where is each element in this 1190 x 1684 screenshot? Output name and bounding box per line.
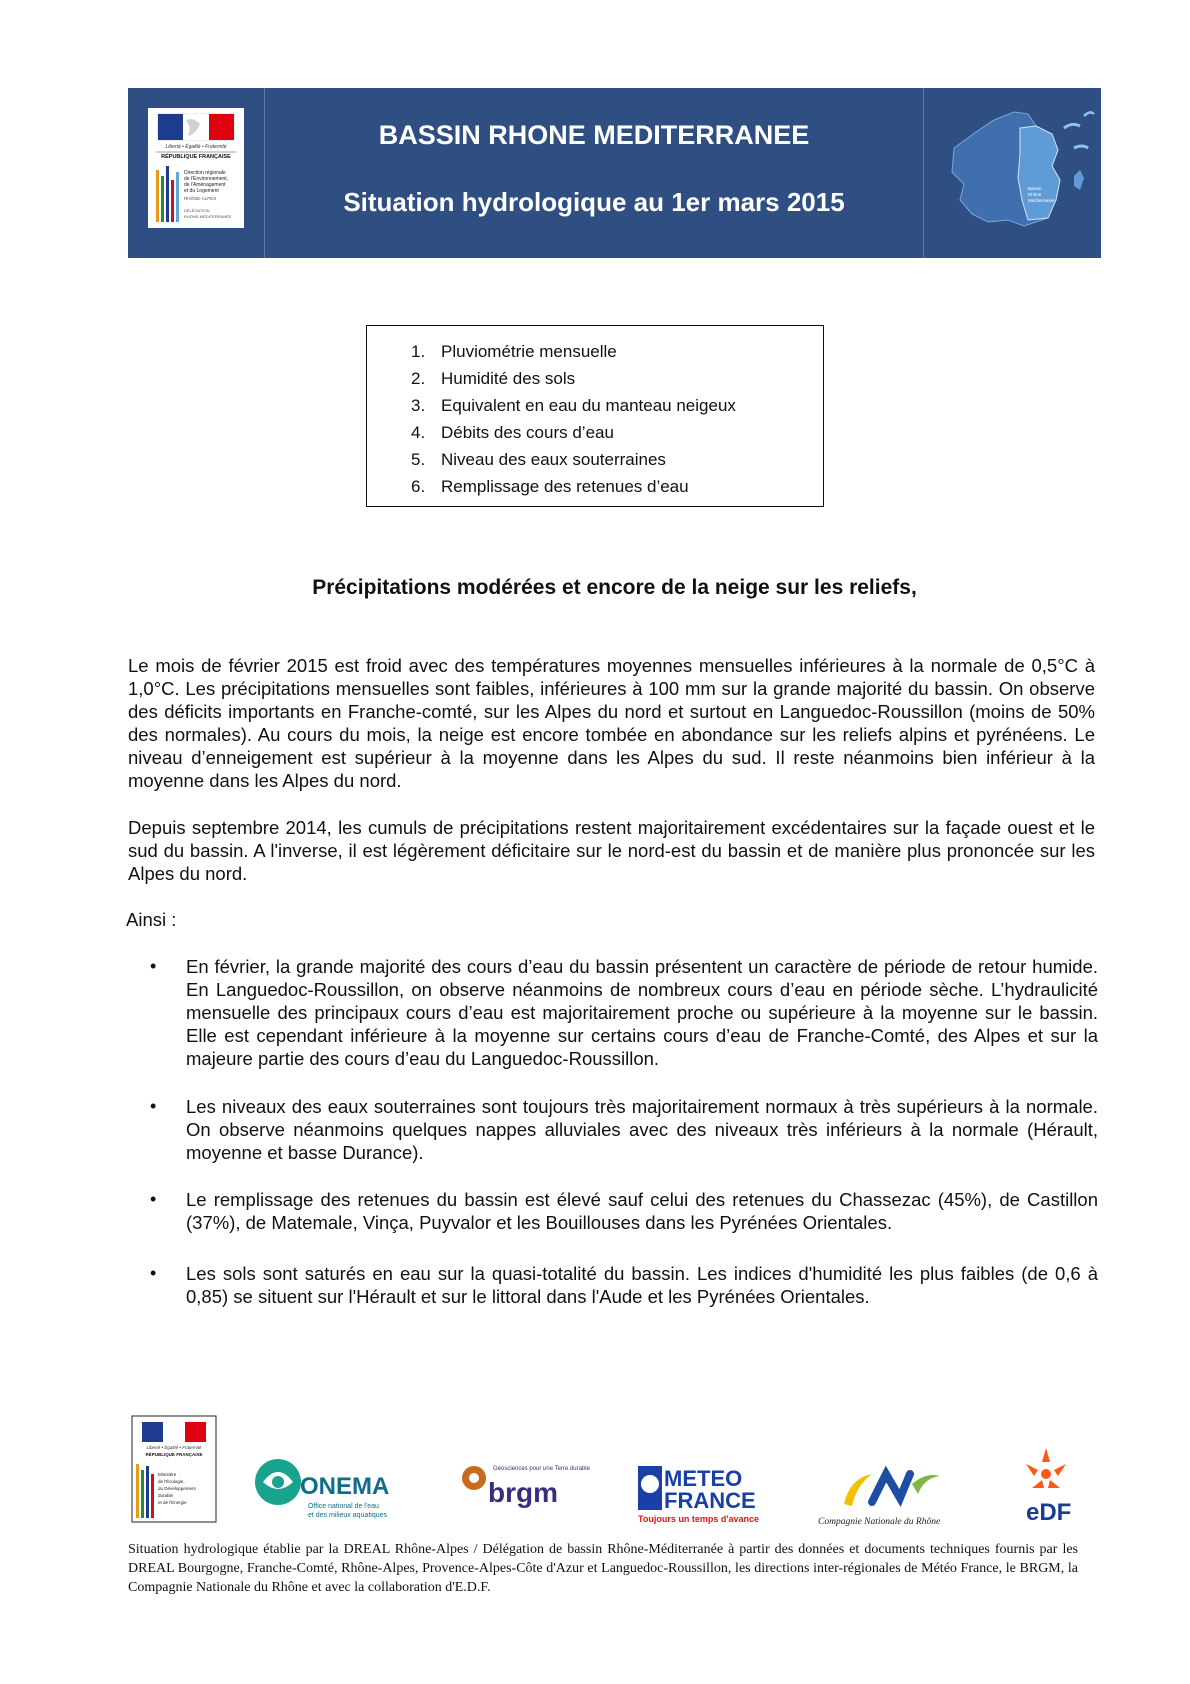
svg-text:eDF: eDF [1026,1499,1072,1526]
bullet-marker: • [150,1096,157,1116]
svg-text:Géosciences pour une Terre dur: Géosciences pour une Terre durable [493,1466,590,1472]
bullet-sols: Les sols sont saturés en eau sur la quasi-totalité du bassin. Les indices d'humidité les plus faibles (de 0,6 à 0,85) se situent sur l'Hérault et sur le littoral dans l'Aude et les Pyrénées Orientales. [186,1263,1098,1307]
bullet-retenues: Le remplissage des retenues du bassin est élevé sauf celui des retenues du Chassezac (45%), de Castillon (37%), de Matemale, Vinça, Puyvalor et les Bouillouses dans les Pyrénées Orientales. [186,1189,1098,1233]
toc-item: 6. Remplissage des retenues d’eau [411,477,689,496]
onema-logo [255,1459,389,1519]
svg-text:durable: durable [158,1493,174,1498]
brgm-logo [462,1466,591,1508]
edf-logo [1026,1448,1071,1526]
svg-text:Ministère: Ministère [158,1472,177,1477]
svg-text:et des milieux aquatiques: et des milieux aquatiques [308,1512,387,1519]
svg-text:Méditerranée: Méditerranée [1028,198,1055,203]
bullet-marker: • [150,1189,157,1209]
svg-text:du Développement: du Développement [158,1486,196,1491]
banner-subtitle: Situation hydrologique au 1er mars 2015 [343,187,845,217]
footer-credits: Situation hydrologique établie par la DREAL Rhône-Alpes / Délégation de bassin Rhône-Méditerranée à partir des données et documents techniques fournis par les DREAL Bourgogne, Franche-Comté, Rhône-Alpes, Provence-Alpes-Côte d'Azur et Languedoc-Roussillon, les directions inter-régionales de Météo France, le BRGM, la Compagnie Nationale du Rhône et avec la collaboration d'E.D.F. [128,1542,1078,1595]
svg-text:FRANCE: FRANCE [664,1488,756,1513]
svg-text:ONEMA: ONEMA [300,1473,390,1500]
toc-item: 5. Niveau des eaux souterraines [411,450,666,469]
svg-text:Direction régionale: Direction régionale [184,170,226,176]
map-box [923,88,1101,258]
logo-box [128,88,265,258]
svg-text:de l'Aménagement: de l'Aménagement [184,182,226,188]
bullet-marker: • [150,1263,157,1283]
ainsi-label: Ainsi : [126,909,177,930]
paragraph-since-september: Depuis septembre 2014, les cumuls de précipitations restent majoritairement excédentaires sur la façade ouest et le sud du bassin. A l'inverse, il est légèrement déficitaire sur le nord-est du bassin et de manière plus prononcée sur les Alpes du nord. [128,817,1095,884]
ministere-logo [132,1416,216,1522]
header-banner [128,88,1101,258]
svg-text:Toujours un temps d'avance: Toujours un temps d'avance [638,1514,759,1524]
bullet-cours-eau: En février, la grande majorité des cours d’eau du bassin présentent un caractère de période de retour humide. En Languedoc-Roussillon, on observe néanmoins de nombreux cours d’eau en période sèche. L’hydraulicité mensuelle des principaux cours d’eau est majoritairement proche ou supérieure à la moyenne sur le bassin. Elle est cependant inférieure à la moyenne sur certains cours d’eau de Franche-Comté, des Alpes et sur la majeure partie des cours d’eau du Languedoc-Roussillon. [186,956,1098,1069]
cnr-logo [818,1474,940,1527]
svg-text:RHÔNE-ALPES: RHÔNE-ALPES [184,196,217,201]
table-of-contents [366,325,824,507]
france-map-icon [924,88,1101,258]
bullet-marker: • [150,956,157,976]
svg-text:Liberté • Égalité • Fraternité: Liberté • Égalité • Fraternité [146,1445,202,1450]
svg-text:RÉPUBLIQUE FRANÇAISE: RÉPUBLIQUE FRANÇAISE [145,1452,203,1457]
headline: Précipitations modérées et encore de la neige sur les reliefs, [312,576,917,599]
toc-item: 3. Equivalent en eau du manteau neigeux [411,396,736,415]
svg-text:Liberté • Égalité • Fraternité: Liberté • Égalité • Fraternité [165,144,227,150]
svg-text:et de l'Énergie: et de l'Énergie [158,1500,187,1505]
svg-text:brgm: brgm [488,1477,558,1508]
prefet-dreal-logo [148,108,244,228]
toc-item: 4. Débits des cours d’eau [411,423,614,442]
svg-text:DÉLÉGATION: DÉLÉGATION [184,208,210,213]
svg-text:de l'Environnement,: de l'Environnement, [184,176,229,182]
bullet-eaux-souterraines: Les niveaux des eaux souterraines sont toujours très majoritairement normaux à très supérieurs à la normale. On observe néanmoins quelques nappes alluviales avec des niveaux très inférieurs à la normale (Hérault, moyenne et basse Durance). [186,1096,1098,1163]
svg-text:RÉPUBLIQUE FRANÇAISE: RÉPUBLIQUE FRANÇAISE [161,154,231,160]
toc-item: 1. Pluviométrie mensuelle [411,342,617,361]
toc-item: 2. Humidité des sols [411,369,576,388]
svg-text:Rhône: Rhône [1028,192,1042,197]
banner-title: BASSIN RHONE MEDITERRANEE [378,120,810,150]
partner-logos [128,1412,1088,1527]
svg-text:METEO: METEO [664,1466,743,1491]
svg-text:et du Logement: et du Logement [184,188,219,194]
svg-text:Bassin: Bassin [1028,186,1042,191]
svg-text:Compagnie Nationale du Rhône: Compagnie Nationale du Rhône [818,1517,941,1527]
paragraph-february: Le mois de février 2015 est froid avec des températures moyennes mensuelles inférieures à la normale de 0,5°C à 1,0°C. Les précipitations mensuelles sont faibles, inférieures à 100 mm sur la grande majorité du bassin. On observe des déficits importants en Franche-comté, sur les Alpes du nord et surtout en Languedoc-Roussillon (moins de 50% des normales). Au cours du mois, la neige est encore tombée en abondance sur les reliefs alpins et pyrénéens. Le niveau d’enneigement est supérieur à la moyenne dans les Alpes du sud. Il reste néanmoins bien inférieur à la moyenne dans les Alpes du nord. [128,655,1095,791]
meteo-france-logo [638,1466,759,1524]
svg-text:RHÔNE-MÉDITERRANÉE: RHÔNE-MÉDITERRANÉE [184,214,232,219]
svg-text:Office national de l'eau: Office national de l'eau [308,1503,379,1510]
svg-text:de l'Écologie,: de l'Écologie, [158,1479,185,1484]
